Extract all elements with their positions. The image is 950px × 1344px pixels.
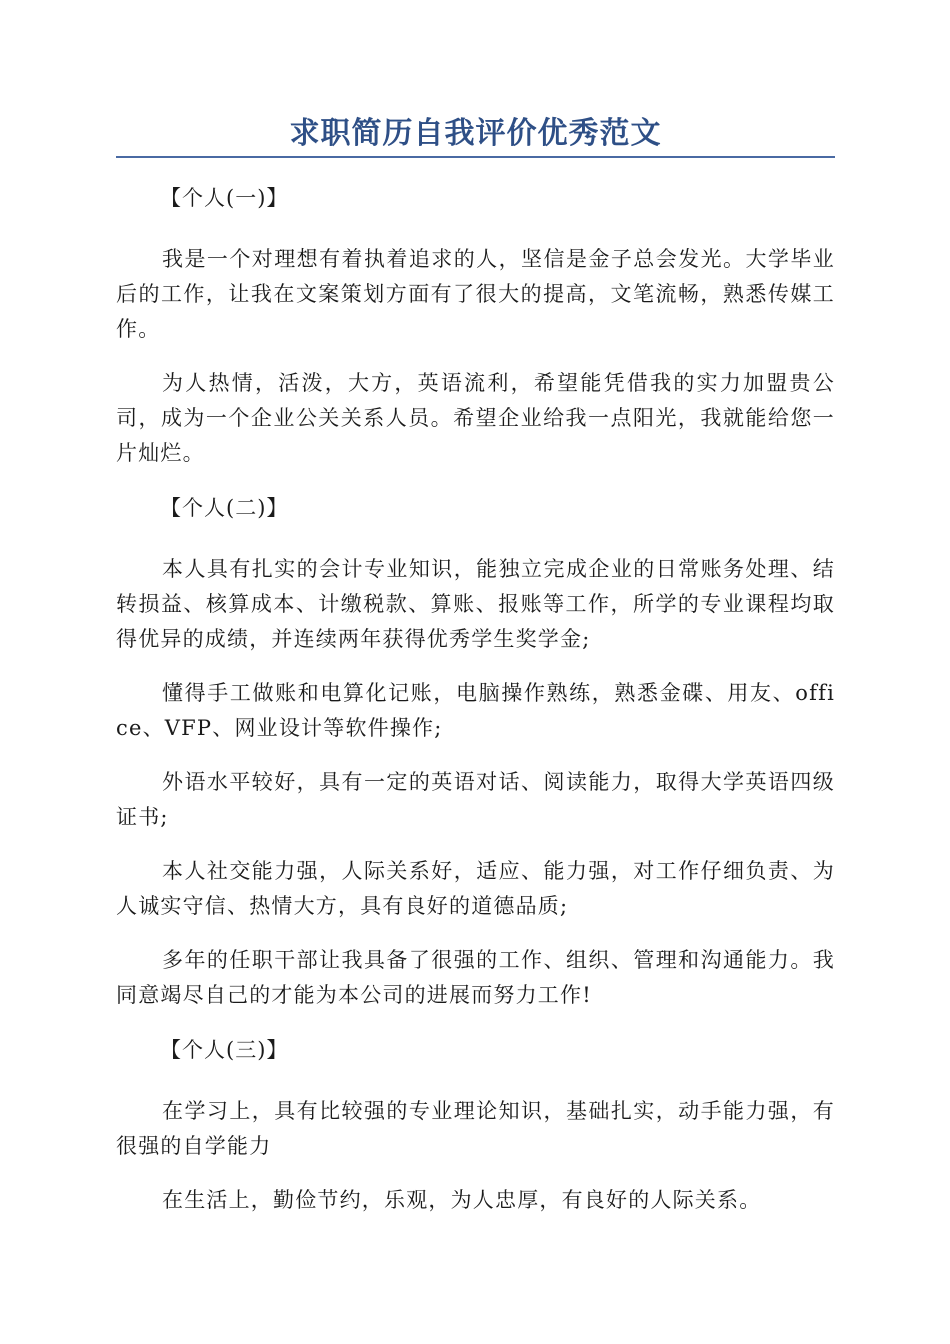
section-heading: 【个人(一)】: [160, 186, 289, 210]
section-1: [116, 180, 835, 471]
document-page: [116, 112, 835, 1237]
title-underline: [116, 156, 835, 158]
paragraph: 本人具有扎实的会计专业知识，能独立完成企业的日常账务处理、结转损益、核算成本、计缴税款、算账、报账等工作，所学的专业课程均取得优异的成绩，并连续两年获得优秀学生奖学金;: [116, 557, 835, 651]
paragraph: 懂得手工做账和电算化记账，电脑操作熟练，熟悉金碟、用友、office、VFP、网业设计等软件操作;: [116, 681, 835, 740]
paragraph: 为人热情，活泼，大方，英语流利，希望能凭借我的实力加盟贵公司，成为一个企业公关关系人员。希望企业给我一点阳光，我就能给您一片灿烂。: [116, 371, 835, 465]
section-heading: 【个人(二)】: [160, 496, 289, 520]
section-3: [116, 1032, 835, 1218]
paragraph: 我是一个对理想有着执着追求的人，坚信是金子总会发光。大学毕业后的工作，让我在文案策划方面有了很大的提高，文笔流畅，熟悉传媒工作。: [116, 247, 835, 341]
document-title: 求职简历自我评价优秀范文: [289, 116, 662, 151]
section-heading: 【个人(三)】: [160, 1038, 289, 1062]
paragraph: 本人社交能力强，人际关系好，适应、能力强，对工作仔细负责、为人诚实守信、热情大方，具有良好的道德品质;: [116, 859, 835, 918]
section-2: [116, 490, 835, 1013]
paragraph: 在生活上，勤俭节约，乐观，为人忠厚，有良好的人际关系。: [162, 1188, 762, 1212]
paragraph: 在学习上，具有比较强的专业理论知识，基础扎实，动手能力强，有很强的自学能力: [116, 1099, 835, 1158]
paragraph: 多年的任职干部让我具备了很强的工作、组织、管理和沟通能力。我同意竭尽自己的才能为本公司的进展而努力工作!: [116, 948, 835, 1007]
paragraph: 外语水平较好，具有一定的英语对话、阅读能力，取得大学英语四级证书;: [116, 770, 835, 829]
